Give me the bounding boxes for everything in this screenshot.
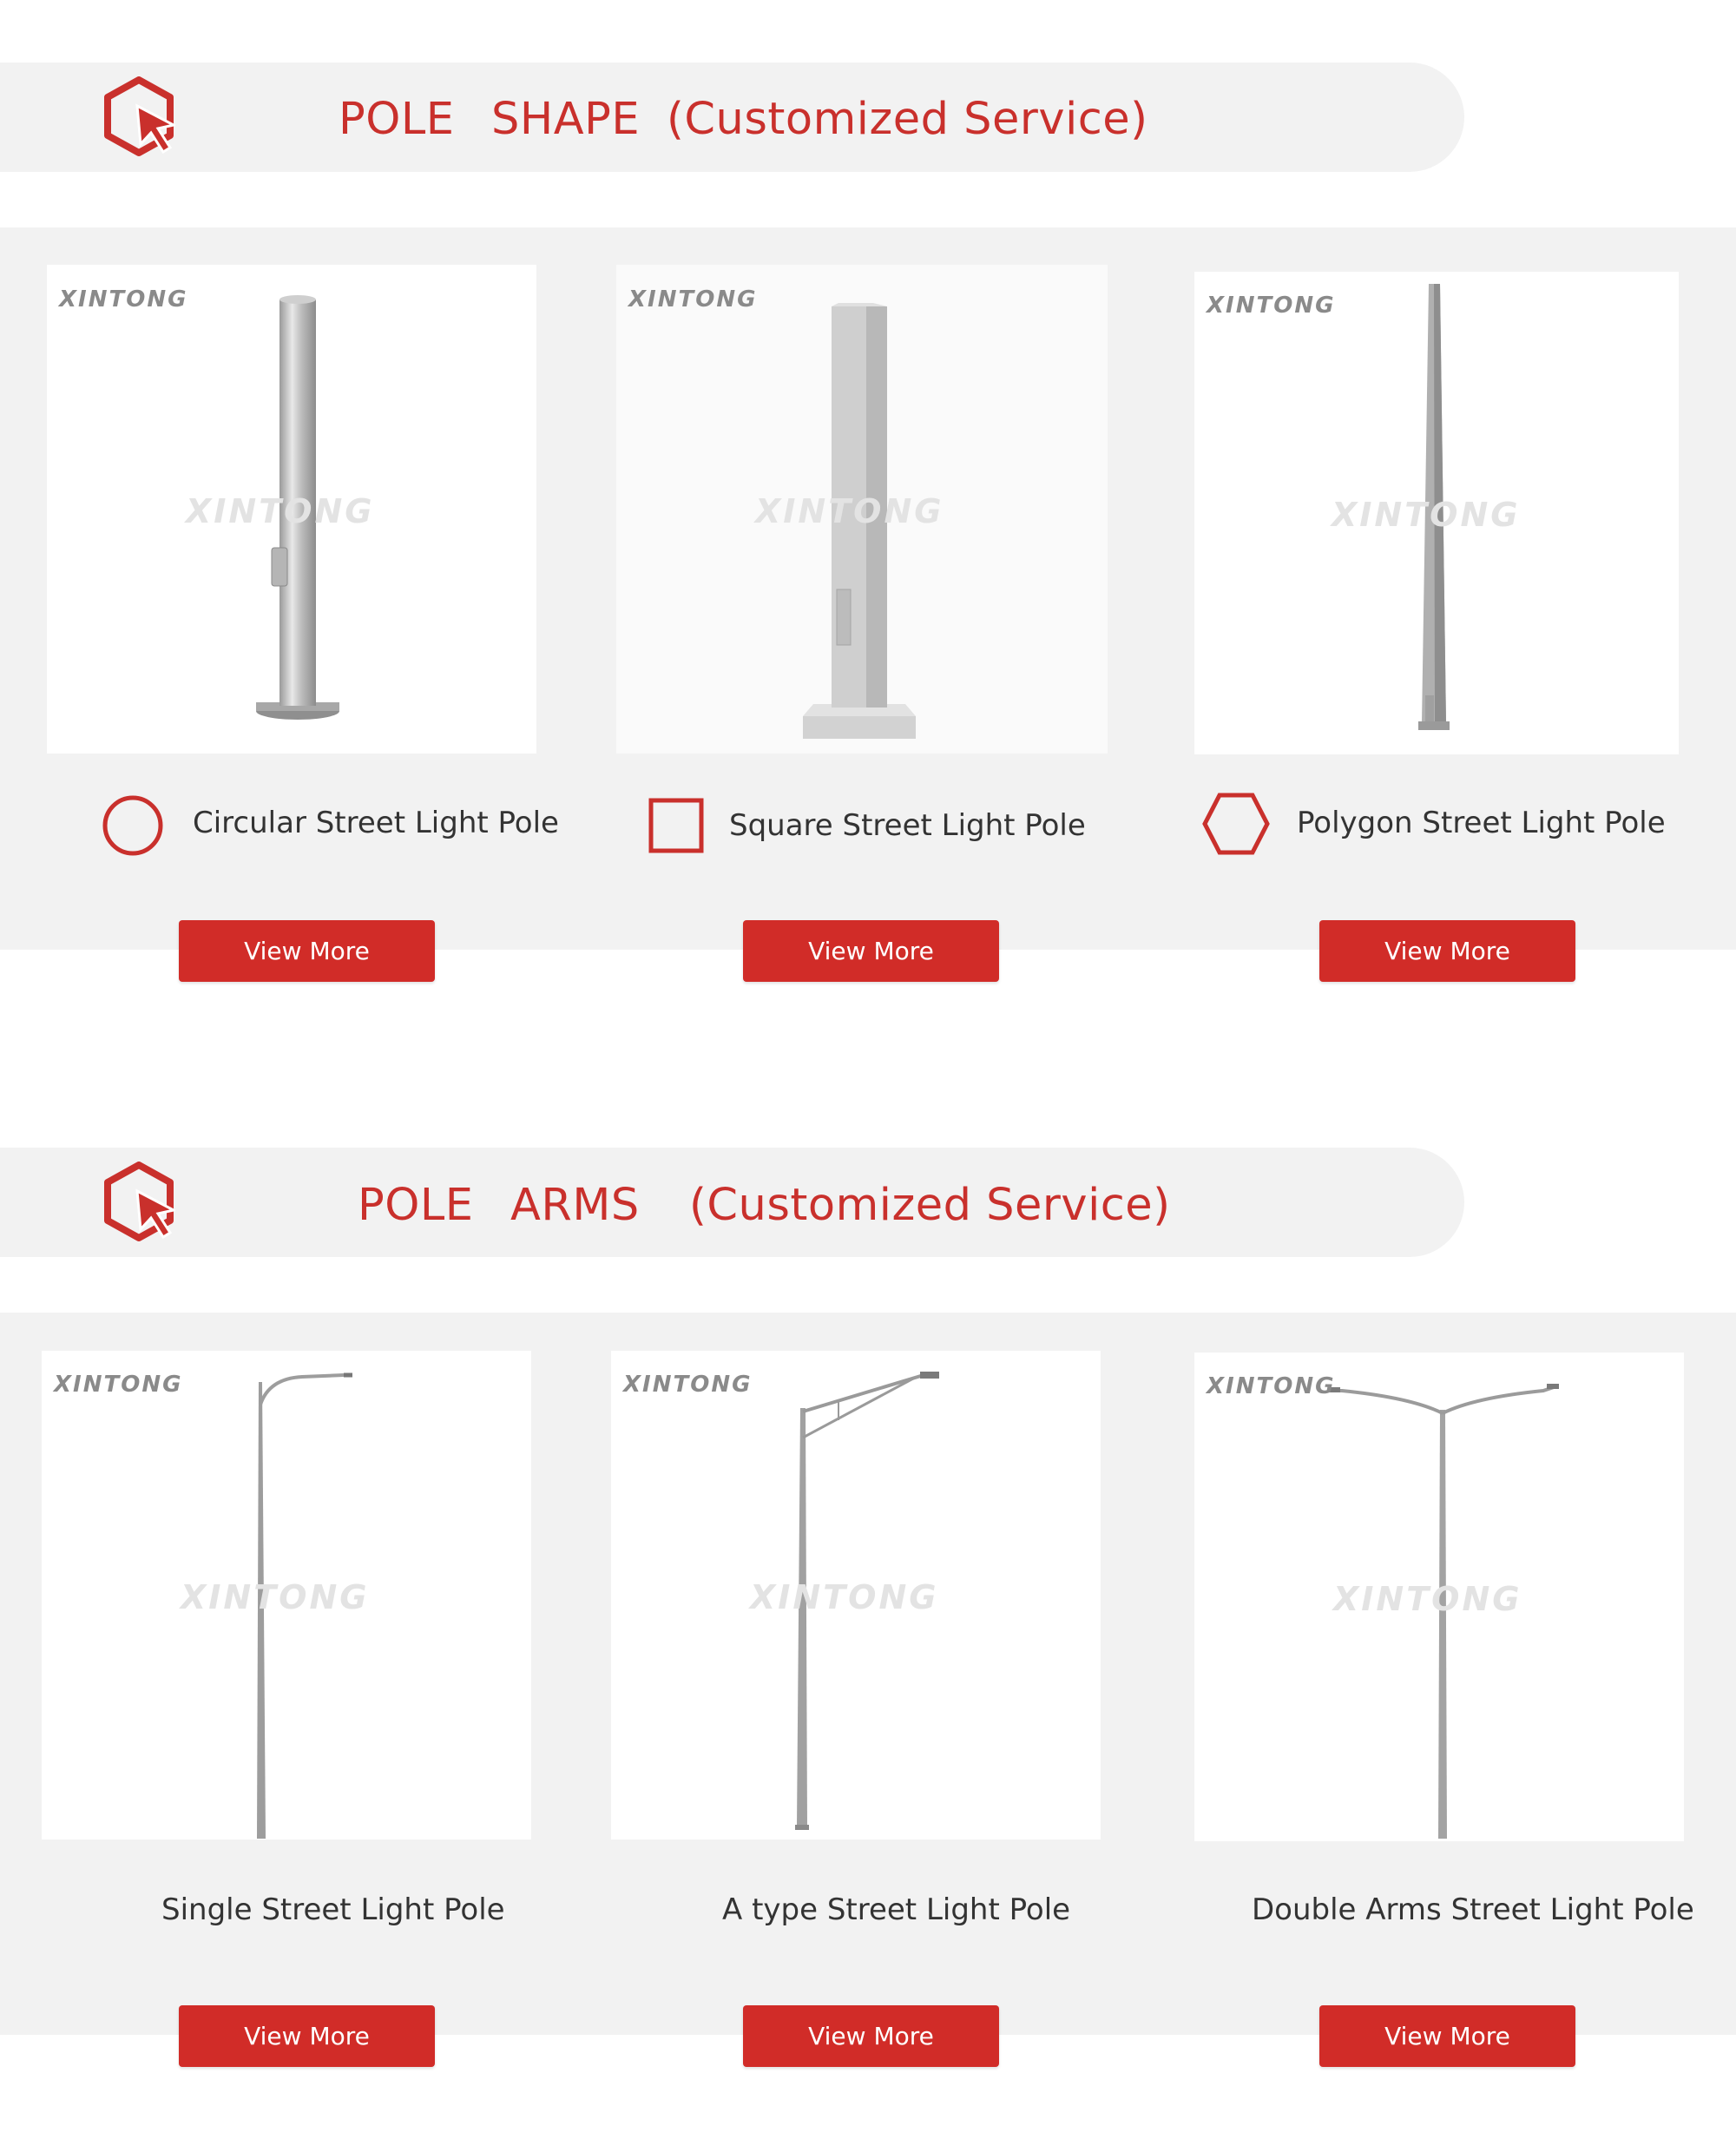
product-name: Single Street Light Pole (161, 1892, 505, 1927)
section-title-subtitle: (Customized Service) (689, 1180, 1171, 1231)
view-more-button[interactable]: View More (743, 2005, 999, 2067)
watermark: XINTONG (1332, 496, 1521, 534)
brand-logo: XINTONG (59, 286, 188, 313)
section-title-subtitle: (Customized Service) (667, 94, 1148, 145)
brand-logo: XINTONG (54, 1372, 183, 1398)
view-more-button[interactable]: View More (1319, 2005, 1575, 2067)
product-image-square[interactable] (616, 265, 1108, 754)
product-image-a-type[interactable] (611, 1351, 1101, 1840)
section-title-word-2: SHAPE (491, 94, 641, 145)
product-image-single-arm[interactable] (42, 1351, 531, 1840)
brand-logo: XINTONG (1207, 1373, 1336, 1399)
product-name: Polygon Street Light Pole (1297, 806, 1666, 840)
product-name: Circular Street Light Pole (193, 806, 559, 840)
watermark: XINTONG (181, 1578, 370, 1616)
watermark: XINTONG (186, 492, 375, 530)
hexagon-cursor-icon (102, 76, 175, 159)
product-image-polygon[interactable] (1194, 272, 1679, 754)
watermark: XINTONG (1333, 1580, 1522, 1618)
section-title-word-1: POLE (358, 1180, 474, 1231)
view-more-button[interactable]: View More (179, 920, 435, 982)
view-more-button[interactable]: View More (743, 920, 999, 982)
hexagon-icon (1201, 792, 1271, 856)
brand-logo: XINTONG (623, 1372, 753, 1398)
product-name: A type Street Light Pole (722, 1892, 1071, 1927)
section-title-word-2: ARMS (510, 1180, 640, 1231)
square-icon (648, 797, 705, 854)
circle-icon (101, 793, 165, 858)
watermark: XINTONG (750, 1578, 939, 1616)
hexagon-cursor-icon (102, 1162, 175, 1244)
product-image-double-arms[interactable] (1194, 1353, 1684, 1841)
brand-logo: XINTONG (628, 286, 758, 313)
product-name: Square Street Light Pole (729, 808, 1086, 843)
view-more-button[interactable]: View More (179, 2005, 435, 2067)
product-name: Double Arms Street Light Pole (1252, 1892, 1694, 1927)
brand-logo: XINTONG (1207, 293, 1336, 319)
watermark: XINTONG (755, 492, 944, 530)
section-title-word-1: POLE (339, 94, 455, 145)
product-image-circular[interactable] (47, 265, 536, 754)
view-more-button[interactable]: View More (1319, 920, 1575, 982)
